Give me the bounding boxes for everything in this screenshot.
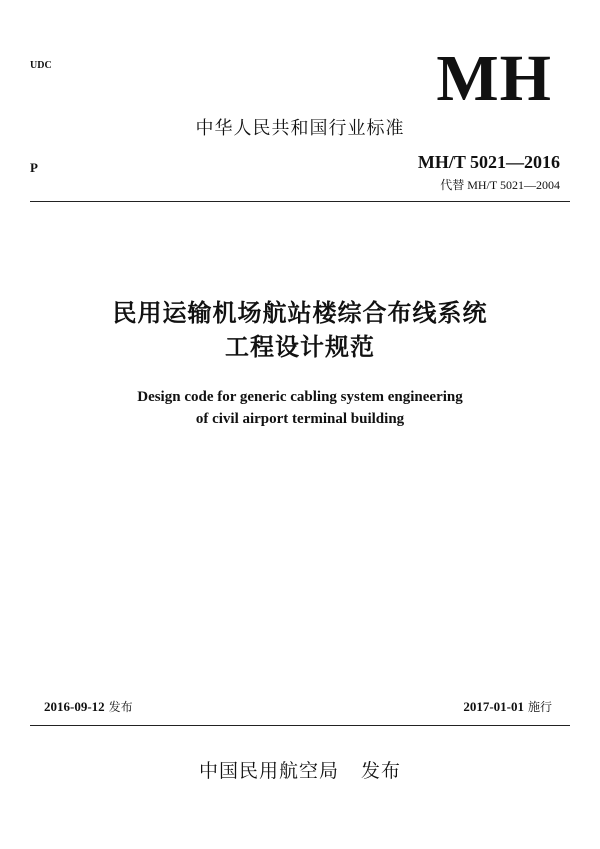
chinese-title-line-1: 民用运输机场航站楼综合布线系统 [112, 299, 488, 327]
industry-standard-heading: 中华人民共和国行业标准 [195, 118, 405, 139]
issue-date-value: 2016-09-12 [44, 699, 105, 714]
implementation-date-label: 施行 [527, 700, 552, 714]
mh-logo: MH [436, 42, 552, 115]
bottom-divider [30, 725, 570, 726]
replaces-standard: 代替 MH/T 5021—2004 [440, 178, 560, 192]
chinese-title-line-2: 工程设计规范 [225, 333, 375, 361]
implementation-date [463, 698, 552, 715]
english-title-line-2: of civil airport terminal building [195, 411, 405, 427]
chinese-title [0, 296, 600, 364]
english-title [0, 386, 600, 430]
english-title-line-1: Design code for generic cabling system engineering [137, 389, 463, 405]
issue-date [44, 698, 133, 715]
publisher-line [0, 756, 600, 783]
implementation-date-value: 2017-01-01 [463, 699, 524, 714]
udc-label: UDC [30, 60, 52, 71]
top-divider [30, 201, 570, 202]
classification-code: P [30, 160, 38, 175]
publisher-name: 中国民用航空局 [198, 760, 339, 782]
publisher-action: 发布 [361, 760, 402, 782]
issue-date-label: 发布 [108, 700, 133, 714]
standard-number: MH/T 5021—2016 [417, 152, 560, 172]
